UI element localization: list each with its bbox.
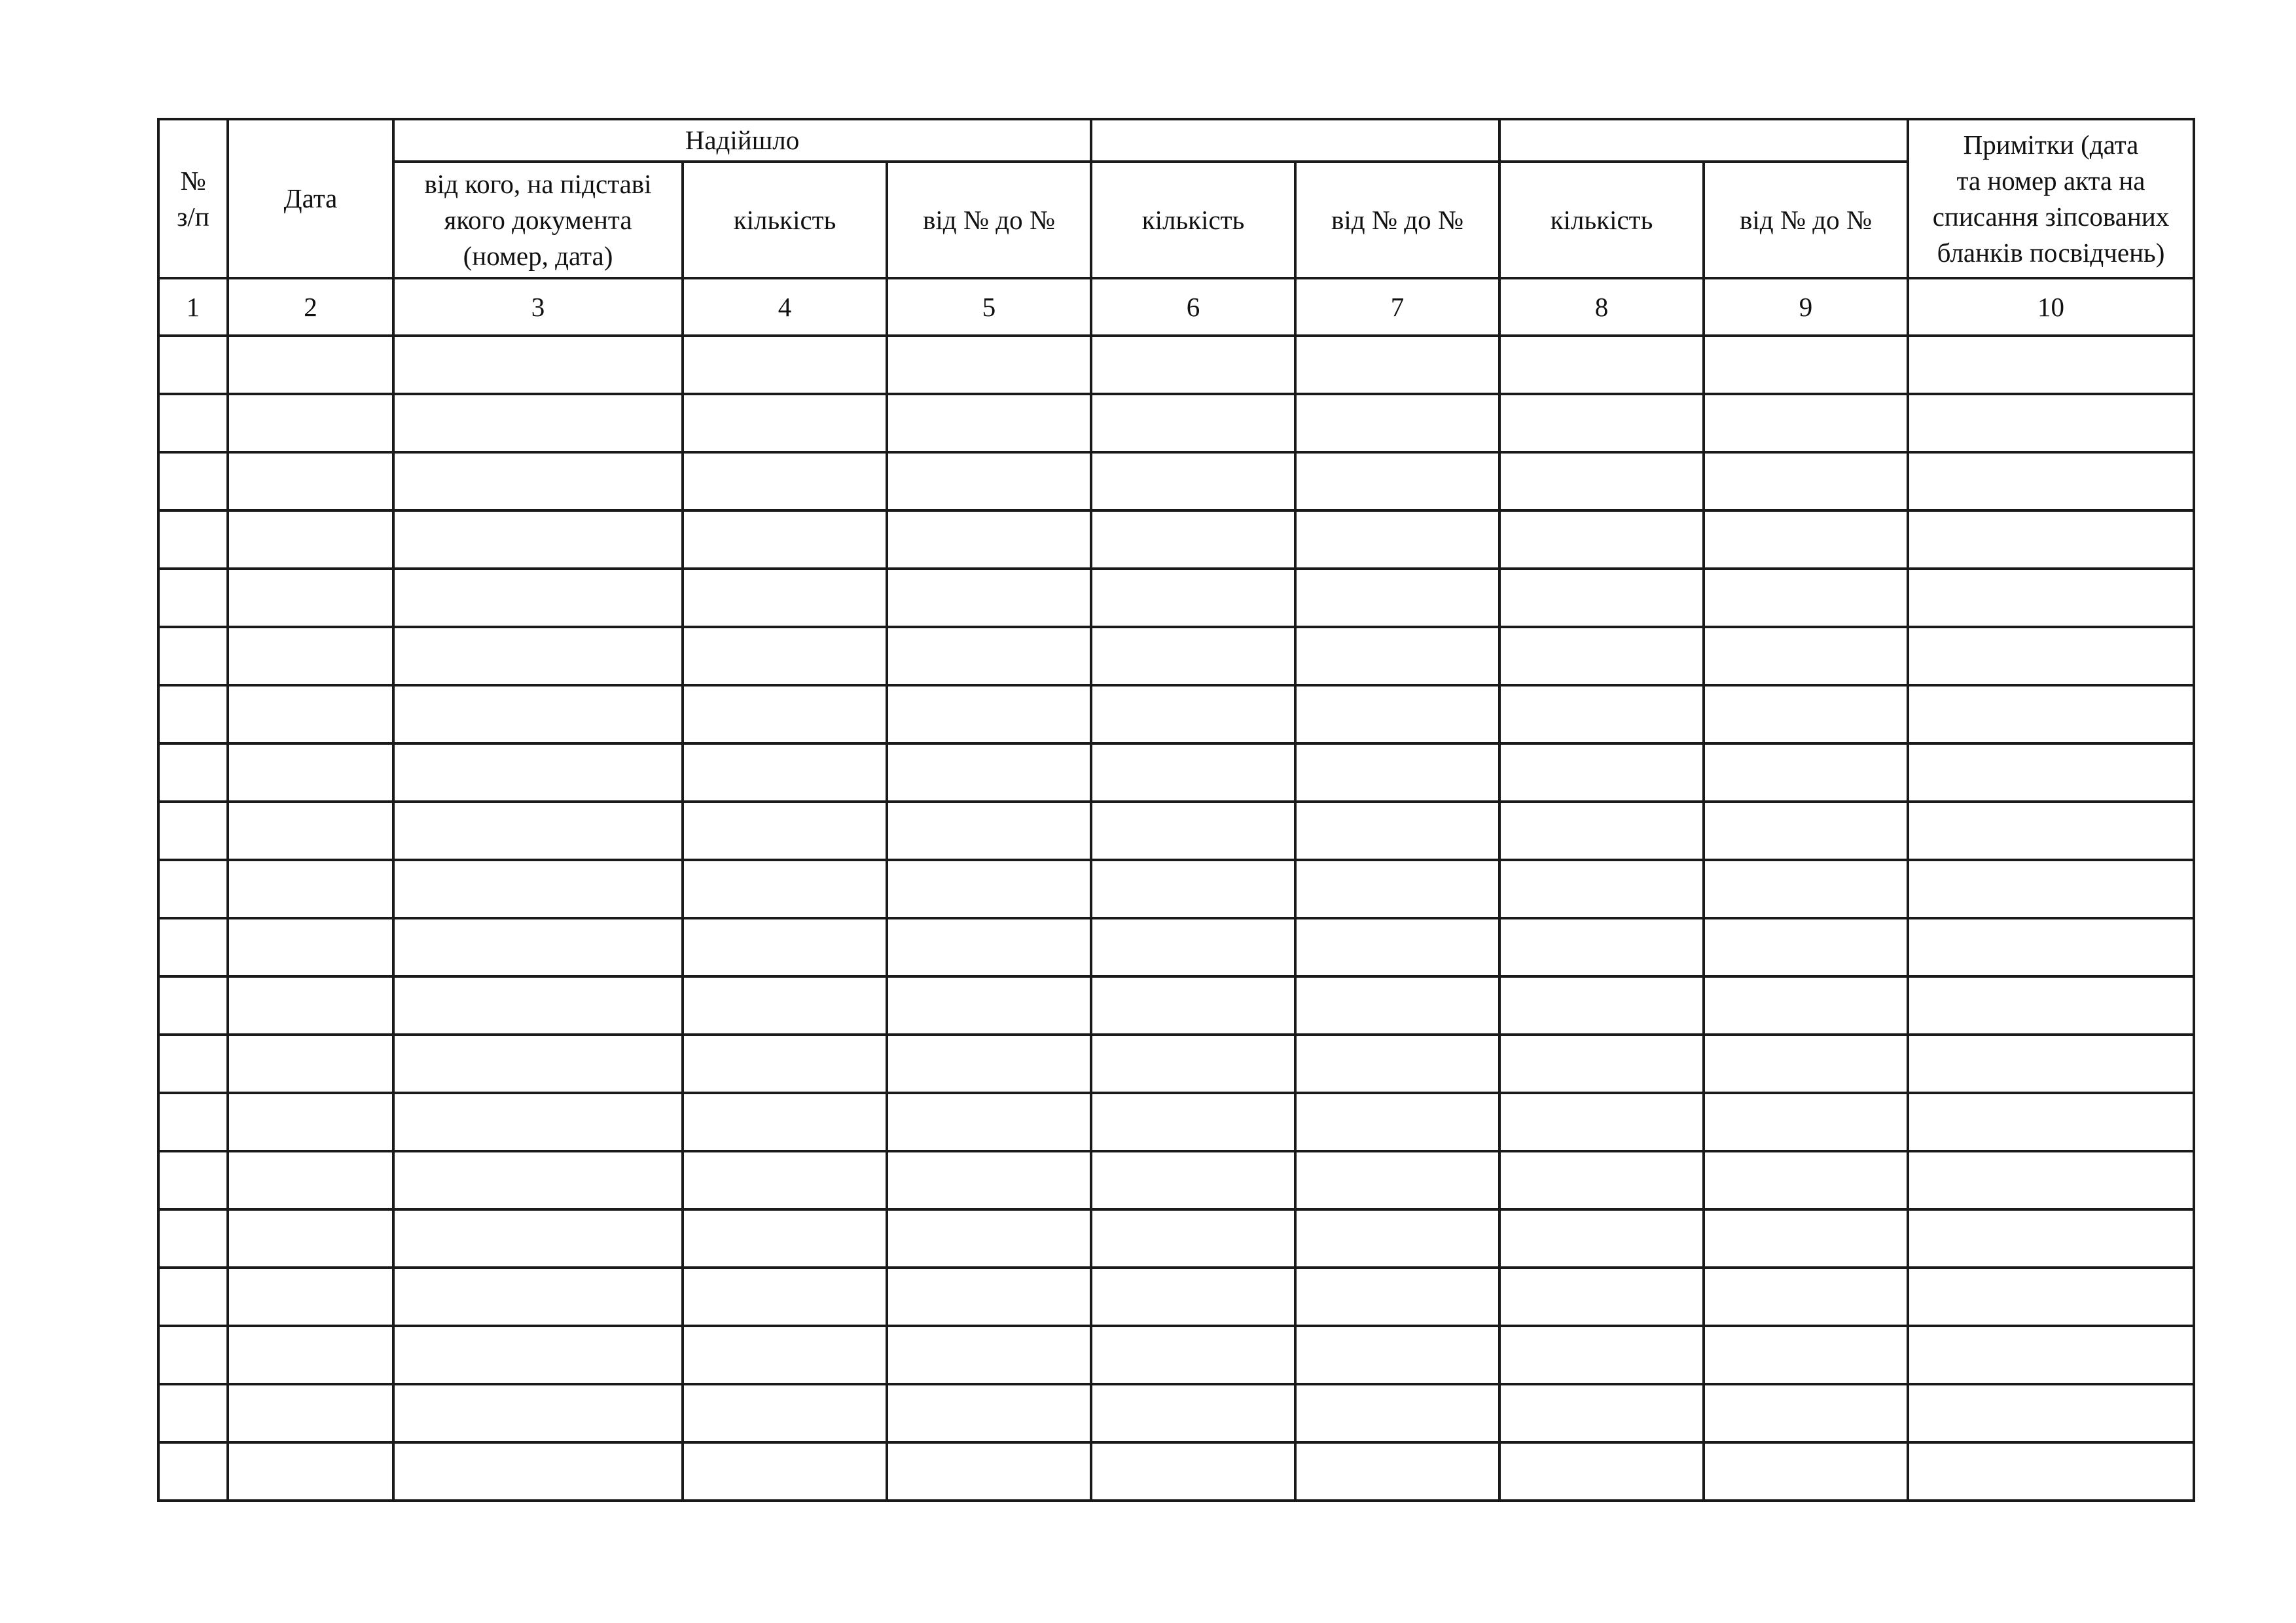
table-row [158,1326,2194,1384]
table-cell[interactable] [1908,1151,2194,1209]
table-cell[interactable] [158,627,228,685]
journal-form [157,118,2195,1502]
header-from-whom: від кого, на підставі якого документа (номер, дата) [393,162,683,278]
table-cell[interactable] [1091,743,1295,802]
table-cell[interactable] [1908,1209,2194,1268]
table-cell[interactable] [1499,510,1704,569]
table-cell[interactable] [683,394,887,452]
table-cell[interactable] [158,1326,228,1384]
column-number: 4 [683,278,887,336]
table-cell[interactable] [1704,510,1908,569]
table-row [158,918,2194,976]
table-cell[interactable] [1295,627,1499,685]
table-cell[interactable] [683,685,887,743]
table-cell[interactable] [393,1035,683,1093]
column-number: 8 [1499,278,1704,336]
table-cell[interactable] [887,1442,1091,1501]
table-cell[interactable] [393,802,683,860]
table-cell[interactable] [1908,860,2194,918]
table-cell[interactable] [1908,1384,2194,1442]
table-cell[interactable] [1908,1442,2194,1501]
column-number: 7 [1295,278,1499,336]
table-cell[interactable] [683,1151,887,1209]
table-cell[interactable] [158,1151,228,1209]
column-number: 2 [228,278,393,336]
table-cell[interactable] [683,569,887,627]
table-cell[interactable] [1704,1093,1908,1151]
table-cell[interactable] [683,1384,887,1442]
table-cell[interactable] [683,1442,887,1501]
table-cell[interactable] [1499,452,1704,510]
table-cell[interactable] [683,452,887,510]
table-cell[interactable] [228,1268,393,1326]
table-cell[interactable] [1295,802,1499,860]
table-cell[interactable] [1499,1151,1704,1209]
table-cell[interactable] [1091,860,1295,918]
header-range-5: від № до № [887,162,1091,278]
table-cell[interactable] [1091,685,1295,743]
table-cell[interactable] [158,1093,228,1151]
header-row-sub [158,162,2194,278]
table-cell[interactable] [1091,976,1295,1035]
table-cell[interactable] [158,569,228,627]
table-row [158,685,2194,743]
table-cell[interactable] [1499,1209,1704,1268]
table-cell[interactable] [1295,452,1499,510]
table-cell[interactable] [1499,394,1704,452]
header-date: Дата [228,119,393,278]
table-row [158,1268,2194,1326]
table-cell[interactable] [1908,1093,2194,1151]
column-number: 3 [393,278,683,336]
table-cell[interactable] [1704,860,1908,918]
column-number: 10 [1908,278,2194,336]
table-cell[interactable] [393,569,683,627]
table-cell[interactable] [1295,394,1499,452]
table-cell[interactable] [887,685,1091,743]
table-row [158,569,2194,627]
column-number-row [158,278,2194,336]
table-cell[interactable] [393,394,683,452]
table-cell[interactable] [228,918,393,976]
table-cell[interactable] [158,510,228,569]
table-cell[interactable] [683,336,887,394]
table-cell[interactable] [1908,627,2194,685]
table-cell[interactable] [1295,1442,1499,1501]
table-cell[interactable] [887,627,1091,685]
table-cell[interactable] [158,452,228,510]
table-cell[interactable] [393,336,683,394]
table-cell[interactable] [228,1384,393,1442]
table-cell[interactable] [393,743,683,802]
table-cell[interactable] [1908,336,2194,394]
table-cell[interactable] [1091,336,1295,394]
table-cell[interactable] [1295,1384,1499,1442]
table-cell[interactable] [1295,569,1499,627]
table-cell[interactable] [393,1268,683,1326]
table-cell[interactable] [228,976,393,1035]
header-range-9: від № до № [1704,162,1908,278]
table-cell[interactable] [1704,394,1908,452]
header-quantity-6: кількість [1091,162,1295,278]
table-cell[interactable] [887,1151,1091,1209]
table-cell[interactable] [1091,1209,1295,1268]
table-cell[interactable] [228,336,393,394]
table-cell[interactable] [887,569,1091,627]
table-cell[interactable] [1704,743,1908,802]
table-cell[interactable] [683,1268,887,1326]
table-cell[interactable] [1704,1326,1908,1384]
table-cell[interactable] [1295,1093,1499,1151]
table-row [158,1093,2194,1151]
table-cell[interactable] [1499,860,1704,918]
table-cell[interactable] [393,976,683,1035]
table-cell[interactable] [683,510,887,569]
table-cell[interactable] [1704,627,1908,685]
column-number: 9 [1704,278,1908,336]
table-cell[interactable] [887,860,1091,918]
table-cell[interactable] [158,1442,228,1501]
table-cell[interactable] [1499,1093,1704,1151]
table-cell[interactable] [887,1035,1091,1093]
table-cell[interactable] [1091,569,1295,627]
table-cell[interactable] [1499,802,1704,860]
table-cell[interactable] [393,860,683,918]
header-group-3 [1499,119,1908,162]
table-cell[interactable] [1908,394,2194,452]
table-row [158,1035,2194,1093]
table-cell[interactable] [228,1209,393,1268]
table-cell[interactable] [1704,1384,1908,1442]
table-cell[interactable] [1091,1442,1295,1501]
table-cell[interactable] [683,860,887,918]
table-cell[interactable] [1499,976,1704,1035]
table-cell[interactable] [393,510,683,569]
table-cell[interactable] [887,1326,1091,1384]
table-cell[interactable] [393,685,683,743]
table-cell[interactable] [1091,1384,1295,1442]
table-cell[interactable] [158,860,228,918]
column-number: 1 [158,278,228,336]
table-cell[interactable] [1704,1209,1908,1268]
table-cell[interactable] [1295,1209,1499,1268]
table-cell[interactable] [228,452,393,510]
table-cell[interactable] [887,802,1091,860]
table-cell[interactable] [887,1268,1091,1326]
table-cell[interactable] [683,1209,887,1268]
table-cell[interactable] [1908,685,2194,743]
table-cell[interactable] [393,1151,683,1209]
table-cell[interactable] [228,394,393,452]
table-row [158,510,2194,569]
table-cell[interactable] [1091,1093,1295,1151]
table-cell[interactable] [158,685,228,743]
table-cell[interactable] [887,510,1091,569]
table-cell[interactable] [683,627,887,685]
table-cell[interactable] [1295,1151,1499,1209]
table-cell[interactable] [393,1326,683,1384]
table-cell[interactable] [1295,976,1499,1035]
table-cell[interactable] [683,1326,887,1384]
table-cell[interactable] [1908,976,2194,1035]
table-cell[interactable] [1499,1326,1704,1384]
table-cell[interactable] [1908,1268,2194,1326]
table-row [158,1151,2194,1209]
table-cell[interactable] [1908,918,2194,976]
table-row [158,336,2194,394]
table-row [158,627,2194,685]
table-cell[interactable] [1295,918,1499,976]
table-cell[interactable] [393,1093,683,1151]
table-cell[interactable] [1908,802,2194,860]
header-row-top [158,119,2194,162]
table-row [158,394,2194,452]
table-cell[interactable] [393,1209,683,1268]
table-cell[interactable] [887,976,1091,1035]
table-cell[interactable] [158,1209,228,1268]
table-cell[interactable] [1499,1384,1704,1442]
table-cell[interactable] [228,860,393,918]
table-cell[interactable] [1908,569,2194,627]
table-cell[interactable] [1499,627,1704,685]
table-cell[interactable] [1091,1268,1295,1326]
table-row [158,802,2194,860]
table-cell[interactable] [158,918,228,976]
table-cell[interactable] [1704,976,1908,1035]
column-number: 6 [1091,278,1295,336]
table-cell[interactable] [1499,918,1704,976]
table-cell[interactable] [228,510,393,569]
column-number: 5 [887,278,1091,336]
table-row [158,976,2194,1035]
table-cell[interactable] [1908,1326,2194,1384]
table-cell[interactable] [1704,1151,1908,1209]
table-cell[interactable] [228,1151,393,1209]
table-cell[interactable] [683,976,887,1035]
table-cell[interactable] [887,452,1091,510]
table-cell[interactable] [158,1384,228,1442]
table-cell[interactable] [1908,510,2194,569]
table-cell[interactable] [1704,569,1908,627]
table-cell[interactable] [228,685,393,743]
header-notes: Примітки (дата та номер акта на списання зіпсованих бланків посвідчень) [1908,119,2194,278]
table-cell[interactable] [228,569,393,627]
table-cell[interactable] [158,743,228,802]
header-range-7: від № до № [1295,162,1499,278]
table-cell[interactable] [1704,1268,1908,1326]
table-cell[interactable] [1091,1151,1295,1209]
table-cell[interactable] [1295,510,1499,569]
table-cell[interactable] [1499,1035,1704,1093]
table-cell[interactable] [1091,802,1295,860]
table-cell[interactable] [1499,1442,1704,1501]
journal-body [158,336,2194,1501]
table-cell[interactable] [158,976,228,1035]
table-cell[interactable] [393,627,683,685]
table-cell[interactable] [1499,743,1704,802]
table-row [158,743,2194,802]
table-cell[interactable] [1499,685,1704,743]
table-cell[interactable] [1295,1268,1499,1326]
table-cell[interactable] [683,1093,887,1151]
table-cell[interactable] [1091,918,1295,976]
table-cell[interactable] [887,1093,1091,1151]
table-cell[interactable] [1908,452,2194,510]
table-cell[interactable] [1499,336,1704,394]
table-cell[interactable] [1295,860,1499,918]
table-cell[interactable] [1295,743,1499,802]
table-row [158,1384,2194,1442]
journal-table [157,118,2195,1502]
header-quantity-8: кількість [1499,162,1704,278]
table-cell[interactable] [158,1035,228,1093]
table-cell[interactable] [1499,569,1704,627]
table-cell[interactable] [158,802,228,860]
table-cell[interactable] [1091,394,1295,452]
table-cell[interactable] [887,336,1091,394]
table-cell[interactable] [1091,627,1295,685]
table-cell[interactable] [228,1442,393,1501]
table-cell[interactable] [228,1035,393,1093]
header-group-received: Надійшло [393,119,1091,162]
table-cell[interactable] [228,1093,393,1151]
table-cell[interactable] [1704,685,1908,743]
table-row [158,860,2194,918]
table-cell[interactable] [683,743,887,802]
table-cell[interactable] [887,743,1091,802]
table-cell[interactable] [1704,1442,1908,1501]
table-row [158,1209,2194,1268]
table-cell[interactable] [393,1384,683,1442]
table-cell[interactable] [1704,918,1908,976]
table-cell[interactable] [228,627,393,685]
table-cell[interactable] [1704,1035,1908,1093]
header-group-2 [1091,119,1499,162]
table-cell[interactable] [887,1384,1091,1442]
table-cell[interactable] [393,918,683,976]
table-cell[interactable] [158,1268,228,1326]
header-quantity-4: кількість [683,162,887,278]
table-cell[interactable] [887,918,1091,976]
table-cell[interactable] [887,394,1091,452]
table-cell[interactable] [1499,1268,1704,1326]
table-cell[interactable] [1295,685,1499,743]
table-row [158,1442,2194,1501]
table-cell[interactable] [1295,336,1499,394]
header-num: № з/п [158,119,228,278]
table-cell[interactable] [393,1442,683,1501]
table-row [158,452,2194,510]
table-cell[interactable] [1091,452,1295,510]
table-cell[interactable] [683,1035,887,1093]
table-cell[interactable] [1704,452,1908,510]
table-cell[interactable] [1908,743,2194,802]
table-cell[interactable] [1295,1326,1499,1384]
table-cell[interactable] [158,336,228,394]
table-cell[interactable] [1295,1035,1499,1093]
table-cell[interactable] [228,1326,393,1384]
table-cell[interactable] [228,802,393,860]
table-cell[interactable] [158,394,228,452]
table-cell[interactable] [393,452,683,510]
table-cell[interactable] [228,743,393,802]
table-cell[interactable] [1091,1326,1295,1384]
table-cell[interactable] [1704,336,1908,394]
table-cell[interactable] [887,1209,1091,1268]
table-cell[interactable] [683,918,887,976]
table-cell[interactable] [683,802,887,860]
table-cell[interactable] [1091,510,1295,569]
table-cell[interactable] [1908,1035,2194,1093]
table-cell[interactable] [1704,802,1908,860]
table-cell[interactable] [1091,1035,1295,1093]
